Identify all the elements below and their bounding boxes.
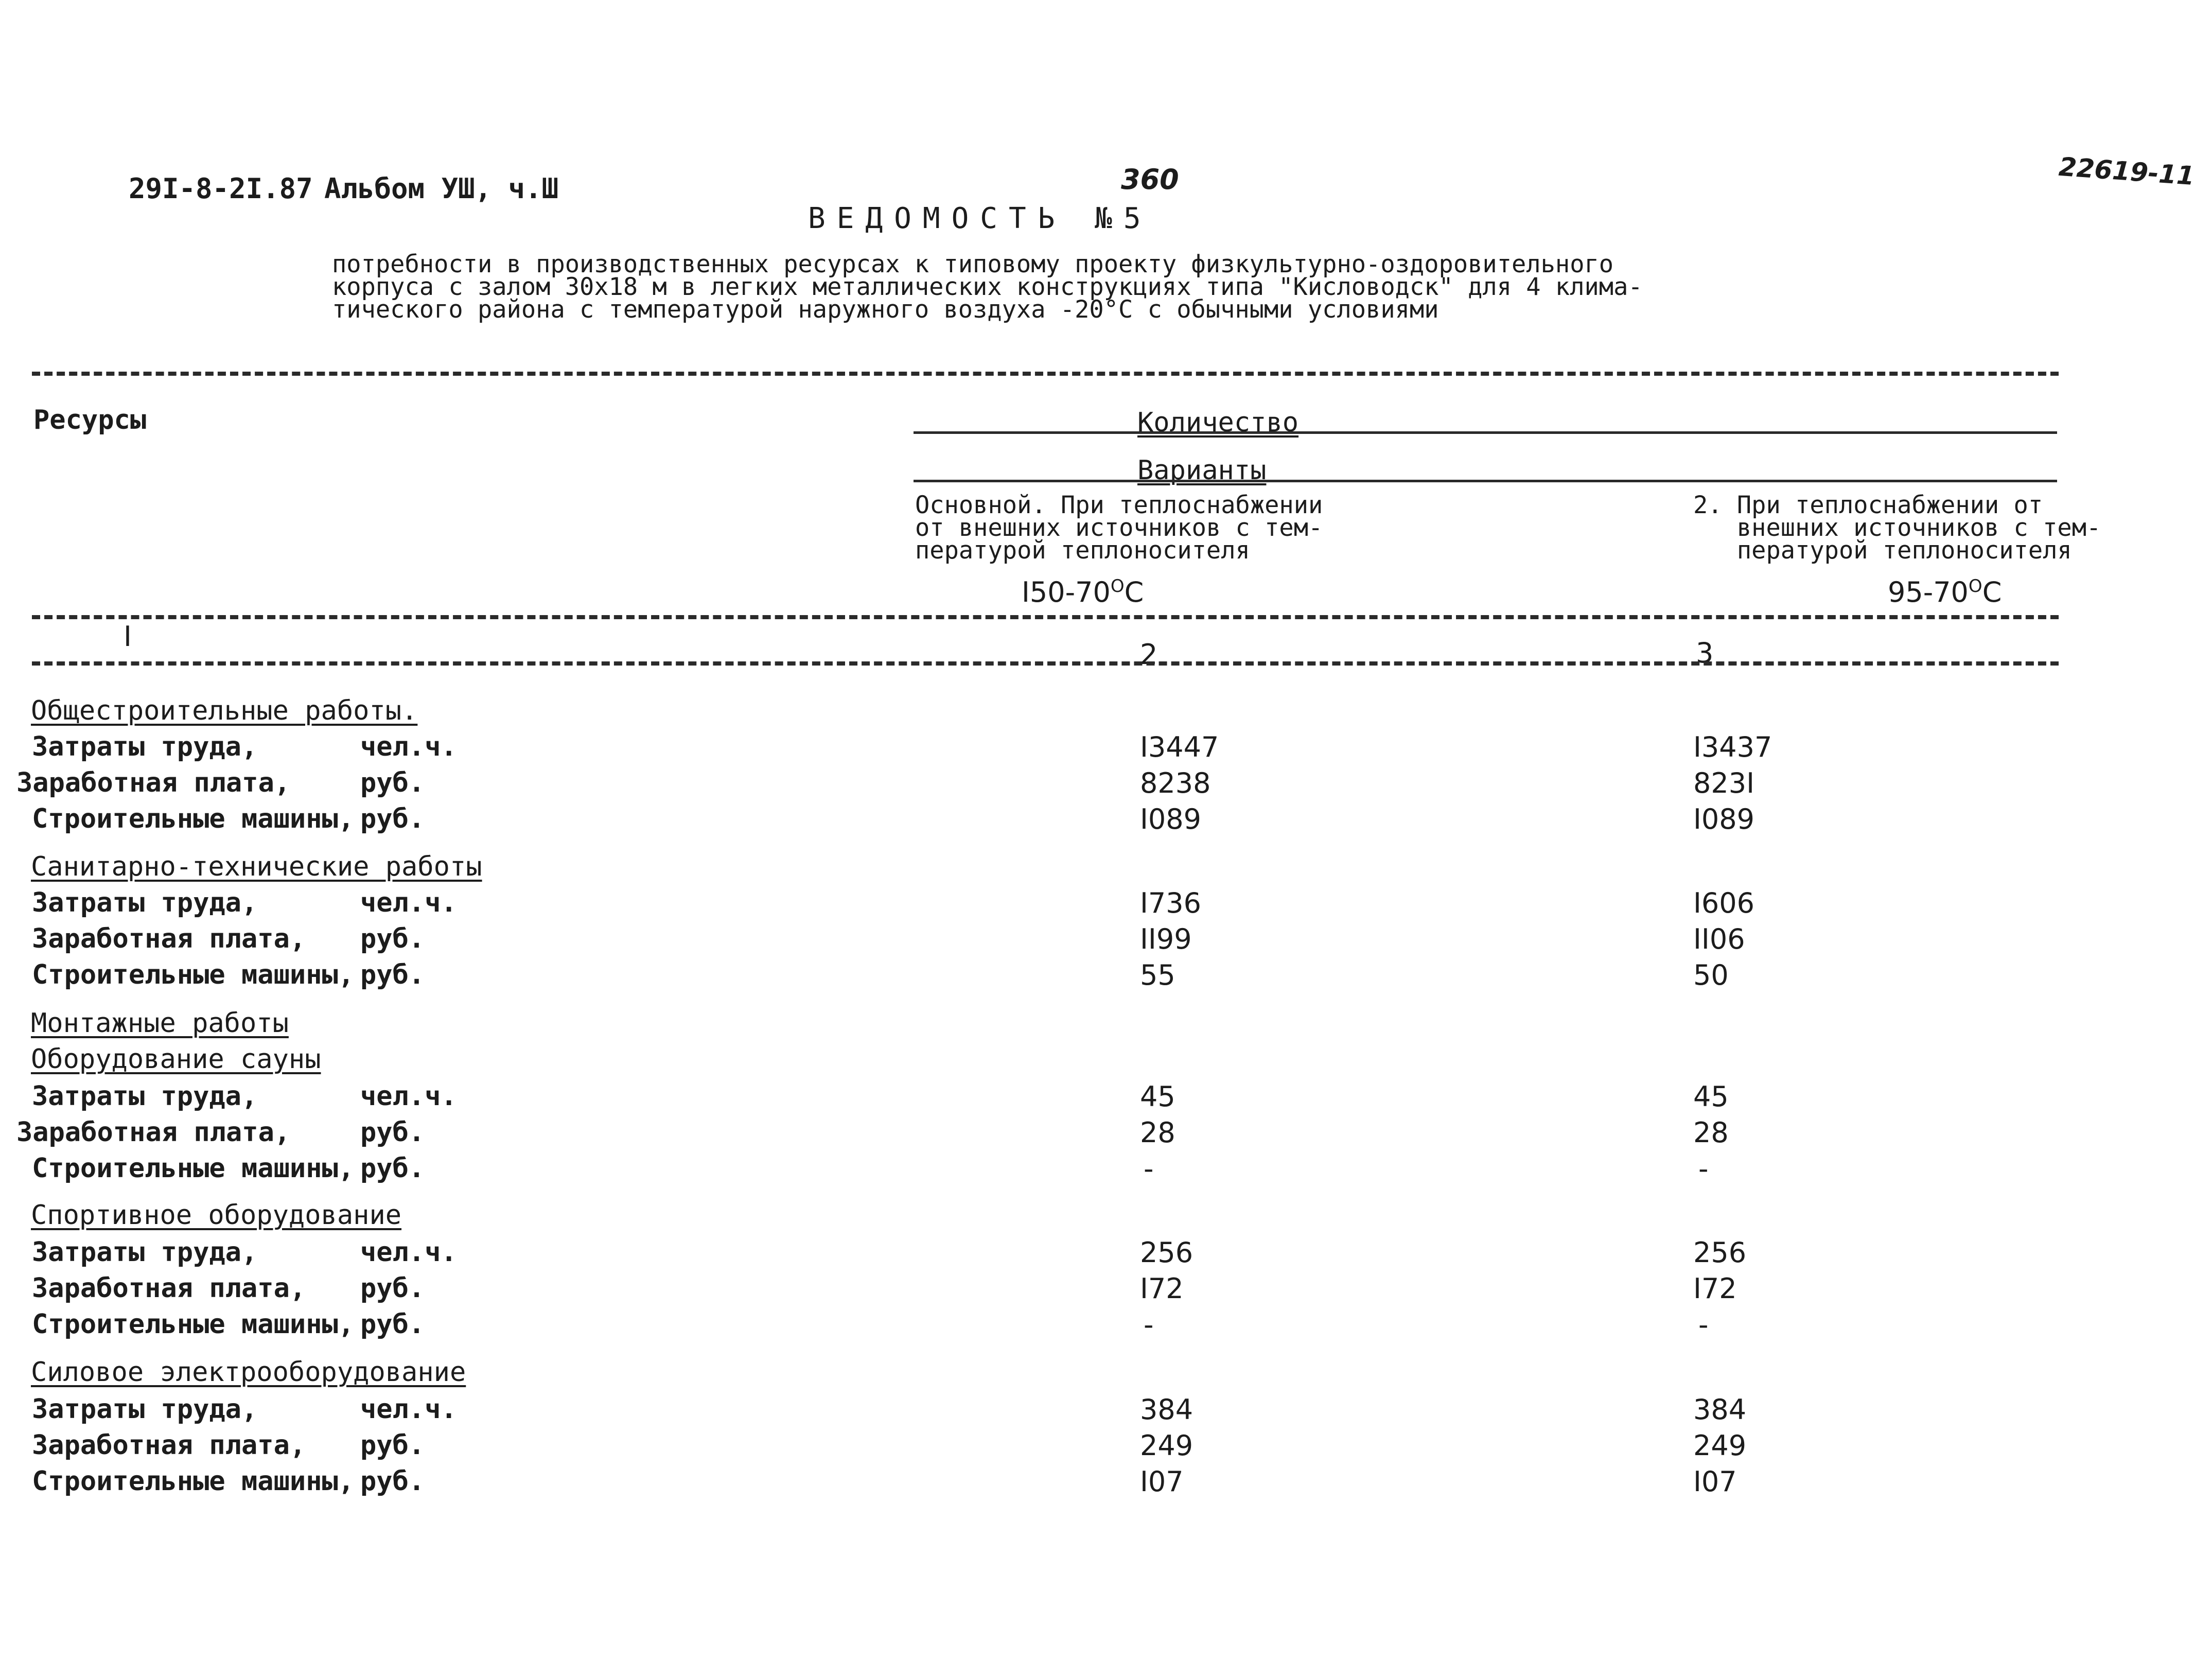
row-value-variant-2: I07 — [1693, 1465, 1737, 1498]
variant-2-line: внешних источников с тем- — [1693, 514, 2101, 542]
row-name: Строительные машины, — [32, 803, 355, 834]
section-subtitle: Оборудование сауны — [31, 1044, 321, 1075]
album-label: Альбом УШ, ч.Ш — [324, 172, 559, 205]
row-name: Затраты труда, — [32, 1081, 258, 1112]
row-name: Заработная плата, — [32, 1273, 306, 1304]
row-unit: руб. — [360, 1273, 425, 1304]
table-top-rule — [32, 372, 2059, 376]
variant-2-temperature — [1888, 578, 2002, 606]
temp-unit: C — [1982, 576, 2002, 608]
row-value-variant-1: I72 — [1140, 1272, 1184, 1305]
row-value-variant-2: 45 — [1693, 1080, 1729, 1113]
row-unit: руб. — [360, 767, 425, 798]
row-value-variant-2: - — [1698, 1152, 1709, 1185]
quantity-rule — [914, 431, 2057, 434]
row-value-variant-1: 249 — [1140, 1429, 1193, 1462]
degree-sign: O — [1110, 576, 1125, 597]
section-title: Силовое электрооборудование — [31, 1357, 466, 1388]
row-name: Затраты труда, — [32, 1237, 258, 1268]
subtitle-line: потребности в производственных ресурсах к типовому проекту физкультурно-оздоровительного — [332, 250, 1614, 278]
column-numbers-rule — [32, 661, 2059, 666]
row-value-variant-1: - — [1144, 1308, 1154, 1341]
row-value-variant-1: 384 — [1140, 1393, 1193, 1426]
row-name: Строительные машины, — [32, 1309, 355, 1340]
row-unit: чел.ч. — [360, 1394, 457, 1425]
section-title: Общестроительные работы. — [31, 695, 418, 726]
section-title: Спортивное оборудование — [31, 1200, 402, 1231]
page-number: 360 — [1121, 163, 1179, 196]
row-value-variant-1: 8238 — [1140, 767, 1211, 799]
row-value-variant-2: I606 — [1693, 887, 1754, 919]
row-value-variant-2: - — [1698, 1308, 1709, 1341]
row-unit: руб. — [360, 1309, 425, 1340]
row-unit: руб. — [360, 1430, 425, 1461]
document-code: 29I-8-2I.87 — [129, 172, 313, 205]
variant-1-temp-range: I50-70 — [1022, 576, 1111, 608]
row-unit: чел.ч. — [360, 887, 457, 918]
variant-1-line: от внешних источников с тем- — [915, 514, 1323, 542]
variant-2-temp-range: 95-70 — [1888, 576, 1969, 608]
handwritten-reference: 22619-11 — [2058, 151, 2196, 191]
variant-1-line: Основной. При теплоснабжении — [915, 491, 1323, 519]
row-unit: руб. — [360, 959, 425, 990]
variants-header: Варианты — [1137, 455, 1267, 486]
row-value-variant-1: 45 — [1140, 1080, 1175, 1113]
row-name: Заработная плата, — [16, 1117, 291, 1148]
row-name: Затраты труда, — [32, 1394, 258, 1425]
row-value-variant-1: II99 — [1140, 923, 1192, 955]
section-title: Санитарно-технические работы — [31, 851, 482, 882]
document-subtitle — [332, 250, 1643, 324]
subtitle-line: корпуса с залом 30х18 м в легких металлических конструкциях типа "Кисловодск" для 4 клима- — [332, 273, 1643, 301]
row-unit: чел.ч. — [360, 1081, 457, 1112]
row-value-variant-2: II06 — [1693, 923, 1745, 955]
row-unit: руб. — [360, 1466, 425, 1497]
column-number-1: I — [124, 620, 132, 653]
row-value-variant-2: 50 — [1693, 959, 1729, 991]
document-title: ВЕДОМОСТЬ №5 — [808, 202, 1152, 235]
row-name: Заработная плата, — [32, 923, 306, 954]
resources-header: Ресурсы — [33, 405, 147, 435]
row-value-variant-1: 256 — [1140, 1236, 1193, 1269]
row-unit: руб. — [360, 1117, 425, 1148]
row-value-variant-2: 384 — [1693, 1393, 1747, 1426]
row-name: Заработная плата, — [16, 767, 291, 798]
variant-1-header — [915, 491, 1323, 565]
header-bottom-rule — [32, 615, 2059, 619]
row-value-variant-2: 249 — [1693, 1429, 1747, 1462]
row-value-variant-2: 823I — [1693, 767, 1754, 799]
row-value-variant-1: 55 — [1140, 959, 1175, 991]
temp-unit: C — [1124, 576, 1144, 608]
column-number-2: 2 — [1140, 638, 1158, 671]
variant-2-line: пературой теплоносителя — [1693, 536, 2072, 565]
row-name: Затраты труда, — [32, 887, 258, 918]
variant-2-line: 2. При теплоснабжении от — [1693, 491, 2043, 519]
row-unit: руб. — [360, 803, 425, 834]
row-name: Заработная плата, — [32, 1430, 306, 1461]
variant-2-header — [1693, 491, 2101, 565]
row-value-variant-2: 256 — [1693, 1236, 1747, 1269]
row-name: Строительные машины, — [32, 1153, 355, 1184]
row-unit: руб. — [360, 923, 425, 954]
row-value-variant-1: I3447 — [1140, 731, 1219, 763]
row-value-variant-1: - — [1144, 1152, 1154, 1185]
row-name: Строительные машины, — [32, 959, 355, 990]
quantity-header: Количество — [1137, 407, 1299, 438]
variant-1-temperature — [1022, 578, 1144, 606]
variants-rule — [914, 480, 2057, 482]
row-unit: чел.ч. — [360, 1237, 457, 1268]
row-value-variant-2: 28 — [1693, 1116, 1729, 1149]
row-value-variant-1: I089 — [1140, 803, 1201, 835]
row-value-variant-2: I72 — [1693, 1272, 1737, 1305]
subtitle-line: тического района с температурой наружного воздуха -20°С с обычными условиями — [332, 295, 1439, 324]
row-name: Затраты труда, — [32, 731, 258, 762]
degree-sign: O — [1968, 576, 1982, 597]
row-value-variant-1: I736 — [1140, 887, 1201, 919]
section-title: Монтажные работы — [31, 1008, 289, 1039]
row-name: Строительные машины, — [32, 1466, 355, 1497]
column-number-3: 3 — [1696, 637, 1714, 669]
row-value-variant-1: 28 — [1140, 1116, 1175, 1149]
row-value-variant-2: I089 — [1693, 803, 1754, 835]
row-unit: руб. — [360, 1153, 425, 1184]
row-value-variant-1: I07 — [1140, 1465, 1184, 1498]
row-unit: чел.ч. — [360, 731, 457, 762]
row-value-variant-2: I3437 — [1693, 731, 1772, 763]
variant-1-line: пературой теплоносителя — [915, 536, 1250, 565]
